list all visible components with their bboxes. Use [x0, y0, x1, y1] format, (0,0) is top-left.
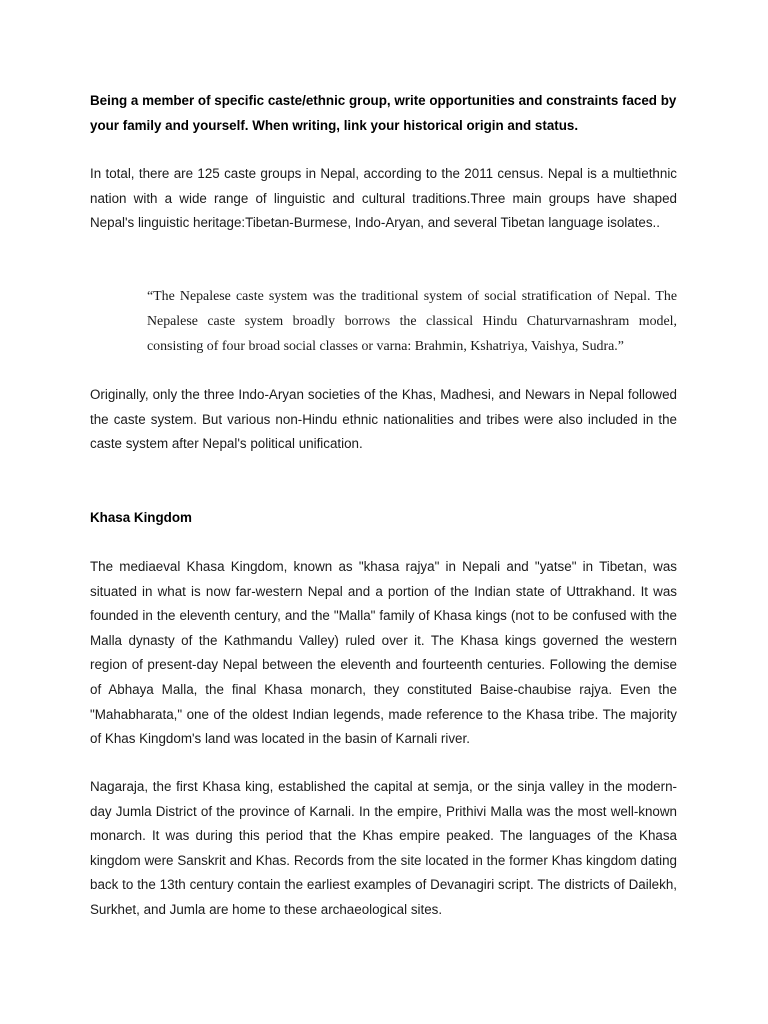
caste-origin-paragraph: Originally, only the three Indo-Aryan societies of the Khas, Madhesi, and Newars in Nepal followed the caste system. But various non-Hindu ethnic nationalities and tribes were also included in the caste system after Nepal's political unification. [90, 387, 677, 452]
assignment-prompt: Being a member of specific caste/ethnic group, write opportunities and constraints faced by your family and yourself. When writing, link your historical origin and status. [90, 93, 677, 133]
intro-paragraph: In total, there are 125 caste groups in Nepal, according to the 2011 census. Nepal is a multiethnic nation with a wide range of linguistic and cultural traditions.Three main groups have shaped Nepal's linguistic heritage:Tibetan-Burmese, Indo-Aryan, and several Tibetan language isolates.. [90, 166, 677, 231]
block-quote: “The Nepalese caste system was the traditional system of social stratification of Nepal. The Nepalese caste system broadly borrows the classical Hindu Chaturvarnashram model, consisting of four broad social classes or varna: Brahmin, Kshatriya, Vaishya, Sudra.” [147, 289, 677, 354]
khasa-kings-paragraph: Nagaraja, the first Khasa king, established the capital at semja, or the sinja valley in the modern-day Jumla District of the province of Karnali. In the empire, Prithivi Malla was the most well-known monarch. It was during this period that the Khas empire peaked. The languages of the Khasa kingdom were Sanskrit and Khas. Records from the site located in the former Khas kingdom dating back to the 13th century contain the earliest examples of Devanagiri script. The districts of Dailekh, Surkhet, and Jumla are home to these archaeological sites. [90, 779, 677, 917]
khasa-kingdom-paragraph: The mediaeval Khasa Kingdom, known as "khasa rajya" in Nepali and "yatse" in Tibetan, was situated in what is now far-western Nepal and a portion of the Indian state of Uttrakhand. It was founded in the eleventh century, and the "Malla" family of Khasa kings (not to be confused with the Malla dynasty of the Kathmandu Valley) ruled over it. The Khasa kings governed the western region of present-day Nepal between the eleventh and fourteenth centuries. Following the demise of Abhaya Malla, the final Khasa monarch, they constituted Baise-chaubise rajya. Even the "Mahabharata," one of the oldest Indian legends, made reference to the Khasa tribe. The majority of Khas Kingdom's land was located in the basin of Karnali river. [90, 559, 677, 747]
document-page [90, 0, 677, 1024]
section-heading: Khasa Kingdom [90, 510, 192, 525]
